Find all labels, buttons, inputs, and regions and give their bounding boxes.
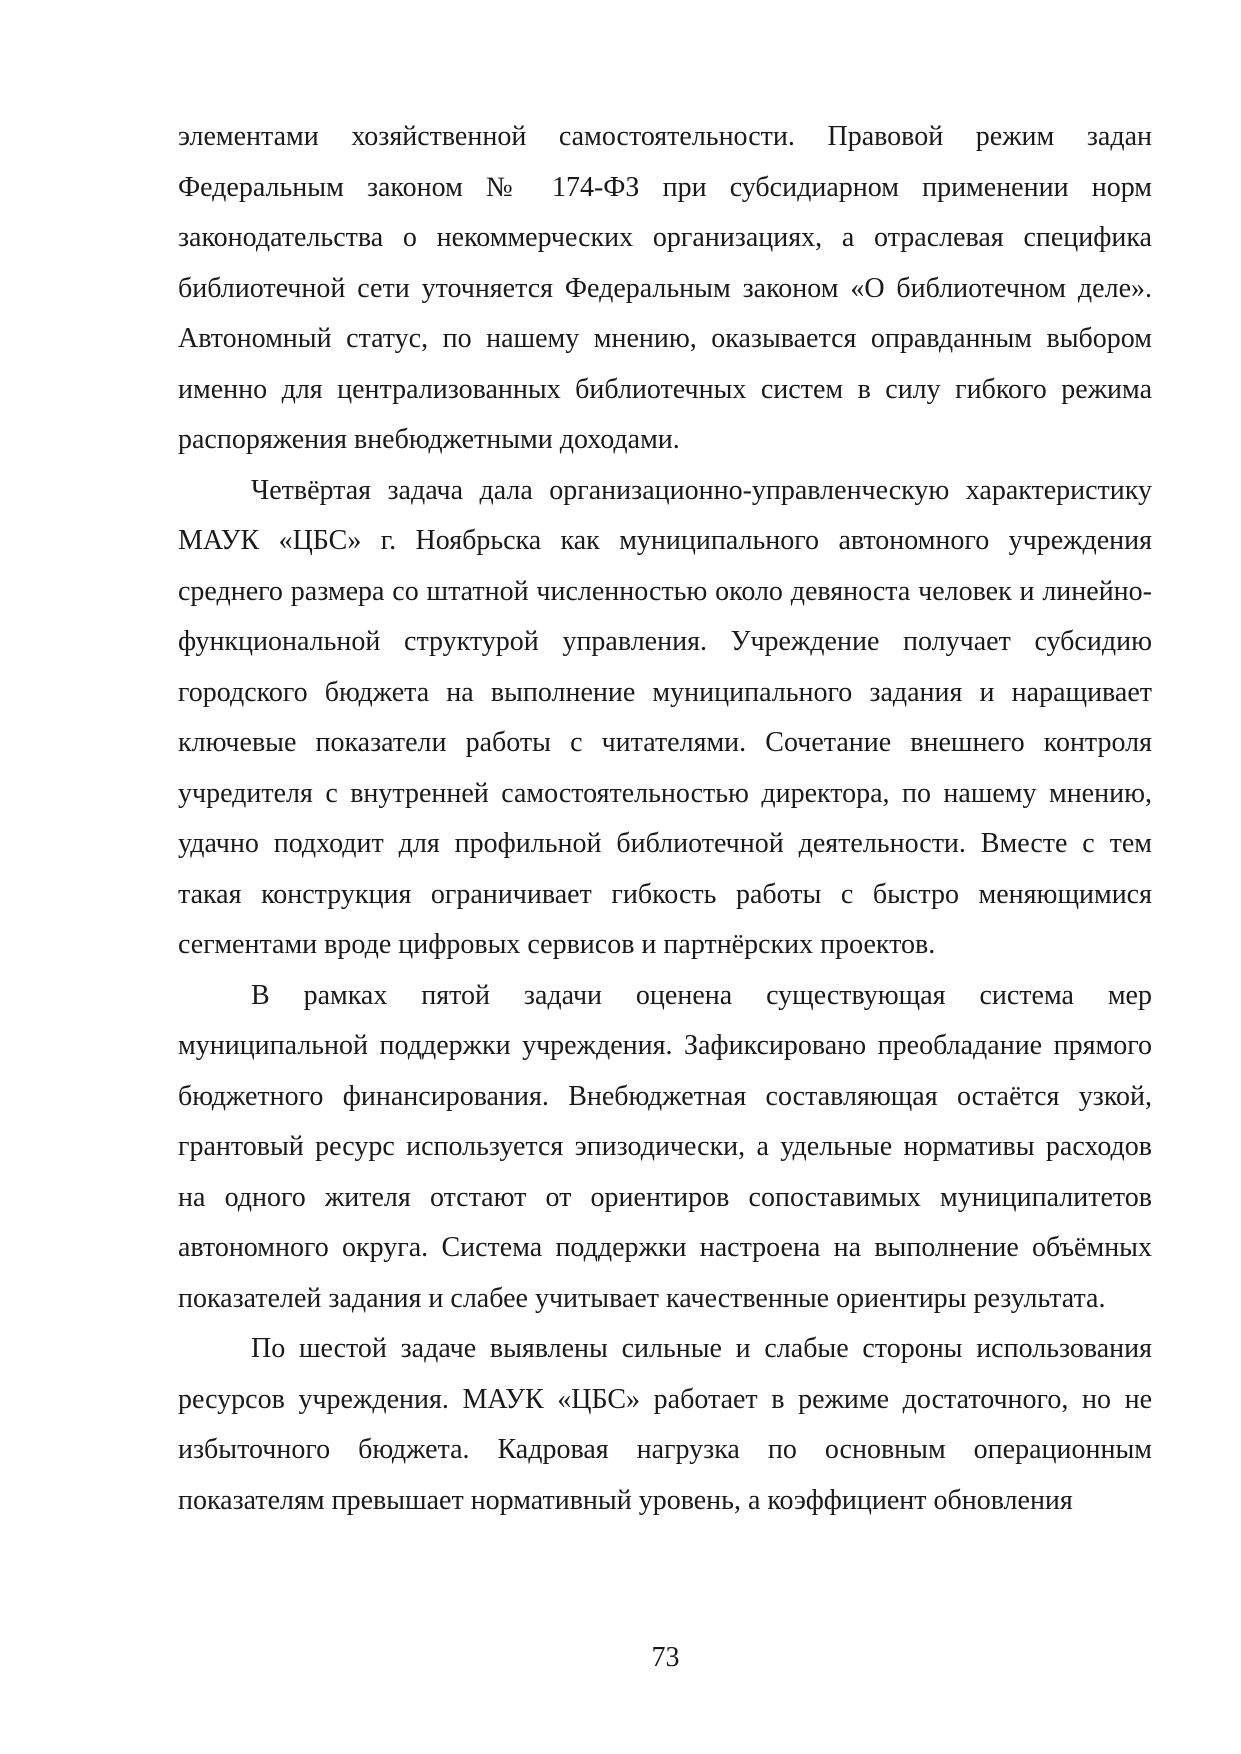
page-body: [178, 112, 1152, 1526]
page-number: 73: [651, 1642, 680, 1673]
paragraph-continuation: элементами хозяйственной самостоятельности. Правовой режим задан Федеральным законом № 174-ФЗ при субсидиарном применении норм законодательства о некоммерческих организациях, а отраслевая специфика библиотечной сети уточняется Федеральным законом «О библиотечном деле». Автономный статус, по нашему мнению, оказывается оправданным выбором именно для централизованных библиотечных систем в силу гибкого режима распоряжения внебюджетными доходами.: [178, 121, 1152, 455]
paragraph-task-six: По шестой задаче выявлены сильные и слабые стороны использования ресурсов учреждения. МАУК «ЦБС» работает в режиме достаточного, но не избыточного бюджета. Кадровая нагрузка по основным операционным показателям превышает нормативный уровень, а коэффициент обновления: [178, 1333, 1152, 1516]
paragraph-task-five: В рамках пятой задачи оценена существующая система мер муниципальной поддержки учреждения. Зафиксировано преобладание прямого бюджетного финансирования. Внебюджетная составляющая остаётся узкой, грантовый ресурс используется эпизодически, а удельные нормативы расходов на одного жителя отстают от ориентиров сопоставимых муниципалитетов автономного округа. Система поддержки настроена на выполнение объёмных показателей задания и слабее учитывает качественные ориентиры результата.: [178, 979, 1152, 1314]
paragraph-task-four: Четвёртая задача дала организационно-управленческую характеристику МАУК «ЦБС» г. Ноябрьска как муниципального автономного учреждения среднего размера со штатной численностью около девяноста человек и линейно-функциональной структурой управления. Учреждение получает субсидию городского бюджета на выполнение муниципального задания и наращивает ключевые показатели работы с читателями. Сочетание внешнего контроля учредителя с внутренней самостоятельностью директора, по нашему мнению, удачно подходит для профильной библиотечной деятельности. Вместе с тем такая конструкция ограничивает гибкость работы с быстро меняющимися сегментами вроде цифровых сервисов и партнёрских проектов.: [178, 474, 1152, 960]
